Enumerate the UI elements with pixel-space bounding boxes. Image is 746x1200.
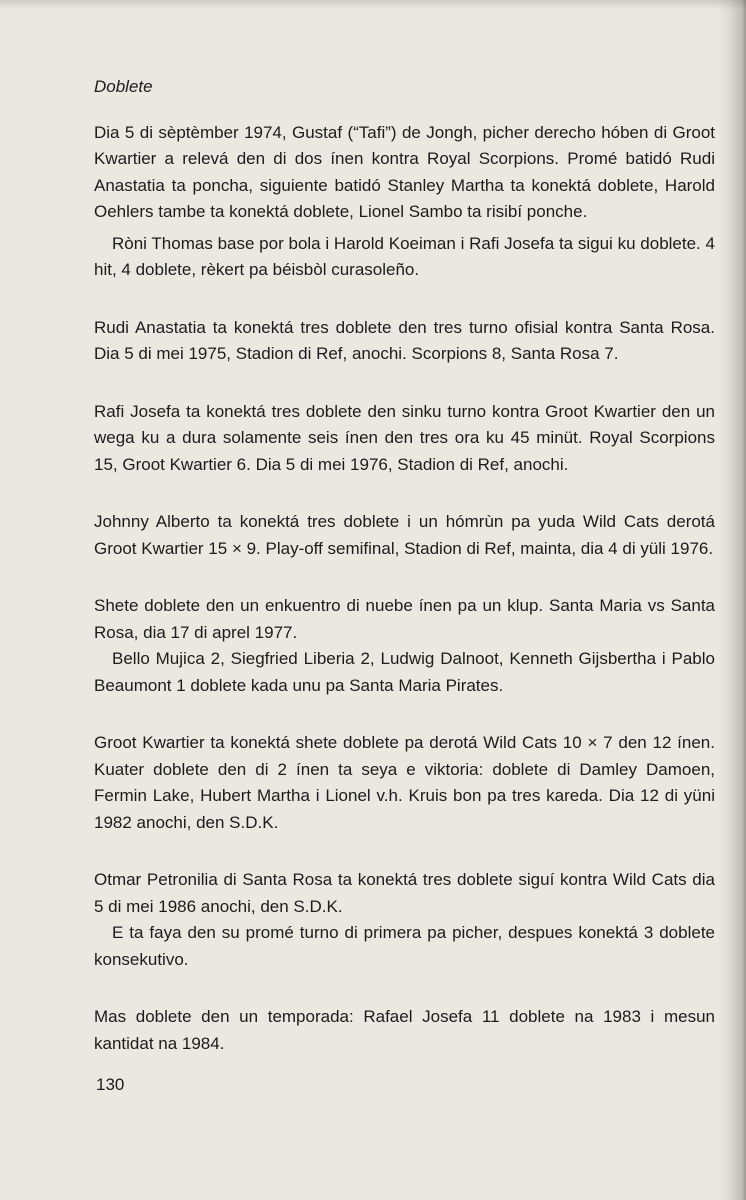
paragraph-5: Johnny Alberto ta konektá tres doblete i un hómrùn pa yuda Wild Cats derotá Groot Kwartier 15 × 9. Play-off semifinal, Stadion di Ref, mainta, dia 4 di yüli 1976. [94,512,715,558]
paragraph-4: Rafi Josefa ta konektá tres doblete den sinku turno kontra Groot Kwartier den un wega ku a dura solamente seis ínen den tres ora ku 45 minüt. Royal Scorpions 15, Groot Kwartier 6. Dia 5 di mei 1976, Stadion di Ref, anochi. [94,401,715,474]
paragraph-9: Otmar Petronilia di Santa Rosa ta konektá tres doblete siguí kontra Wild Cats dia 5 di mei 1986 anochi, den S.D.K. [94,870,715,916]
page-text-block [94,74,715,1057]
page-top-shadow [0,0,746,10]
paragraph-8: Groot Kwartier ta konektá shete doblete pa derotá Wild Cats 10 × 7 den 12 ínen. Kuater doblete den di 2 ínen ta seya e viktoria: doblete di Damley Damoen, Fermin Lake, Hubert Martha i Lionel v.h. Kruis bon pa tres kareda. Dia 12 di yüni 1982 anochi, den S.D.K. [94,733,715,832]
paragraph-2: Ròni Thomas base por bola i Harold Koeiman i Rafi Josefa ta sigui ku doblete. 4 hit, 4 doblete, rèkert pa béisbòl curasoleño. [94,233,715,279]
paragraph-6: Shete doblete den un enkuentro di nuebe ínen pa un klup. Santa Maria vs Santa Rosa, dia 17 di aprel 1977. [94,596,715,642]
paragraph-1: Dia 5 di sèptèmber 1974, Gustaf (“Tafi”) de Jongh, picher derecho hóben di Groot Kwartier a relevá den di dos ínen kontra Royal Scorpions. Promé batidó Rudi Anastatia ta poncha, siguiente batidó Stanley Martha ta konektá doblete, Harold Oehlers tambe ta konektá doblete, Lionel Sambo ta risibí ponche. [94,122,715,221]
paragraph-11: Mas doblete den un temporada: Rafael Josefa 11 doblete na 1983 i mesun kantidat na 1984. [94,1007,715,1053]
paragraph-3: Rudi Anastatia ta konektá tres doblete den tres turno ofisial kontra Santa Rosa. Dia 5 di mei 1975, Stadion di Ref, anochi. Scorpions 8, Santa Rosa 7. [94,317,715,363]
paragraph-7: Bello Mujica 2, Siegfried Liberia 2, Ludwig Dalnoot, Kenneth Gijsbertha i Pablo Beaumont 1 doblete kada unu pa Santa Maria Pirates. [94,649,715,695]
paragraph-10: E ta faya den su promé turno di primera pa picher, despues konektá 3 doblete konsekutivo. [94,923,715,969]
page-number: 130 [96,1075,125,1094]
section-heading: Doblete [94,77,153,96]
page-binding-shadow [718,0,746,1200]
